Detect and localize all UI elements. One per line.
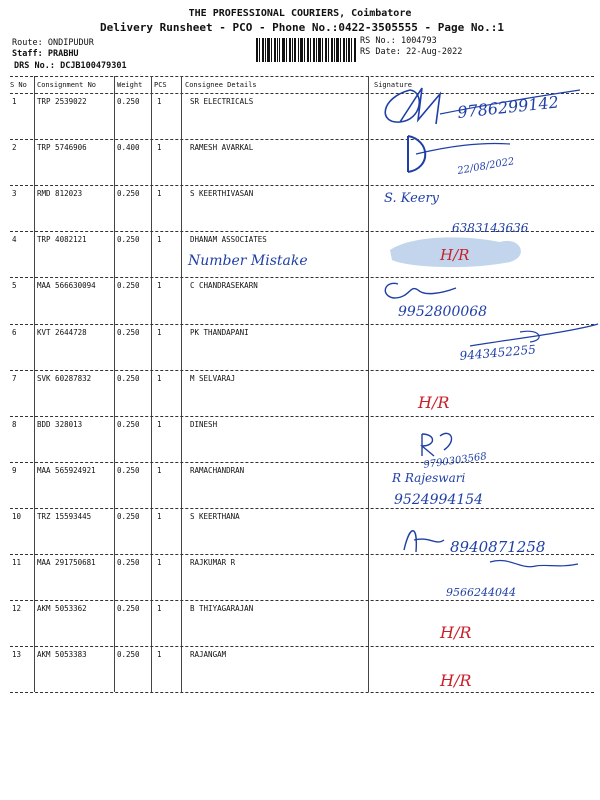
row-sno: 13 [12, 650, 22, 660]
row-consignee: DINESH [190, 419, 218, 429]
runsheet-subtitle: Delivery Runsheet - PCO - Phone No.:0422-3505555 - Page No.:1 [100, 21, 504, 34]
row-consignee: PK THANDAPANI [190, 327, 249, 337]
row-pcs: 1 [157, 465, 162, 475]
company-title: THE PROFESSIONAL COURIERS, Coimbatore [188, 8, 412, 19]
staff-value: PRABHU [47, 49, 79, 59]
row-weight: 0.250 [117, 604, 140, 614]
col-header-pcs: PCS [154, 81, 167, 89]
row-pcs: 1 [157, 97, 162, 106]
row-weight: 0.250 [117, 281, 140, 291]
row-pcs: 1 [157, 650, 162, 660]
row-consignee: RAJKUMAR R [190, 558, 236, 567]
route-line [12, 38, 94, 48]
row-sno: 2 [12, 143, 17, 153]
row-consignee: B THIYAGARAJAN [190, 604, 254, 614]
row-sno: 5 [12, 281, 17, 291]
signature-row-11 [446, 560, 578, 599]
row-consignment-no: MAA 565924921 [37, 465, 96, 475]
row-pcs: 1 [157, 558, 162, 567]
row-consignee: RAJANGAM [190, 650, 227, 660]
row7-hr-mark: H/R [418, 393, 450, 412]
row-consignment-no: KVT 2644728 [37, 327, 87, 337]
row-consignee: C CHANDRASEKARN [190, 281, 258, 291]
row-consignment-no: AKM 5053383 [37, 650, 87, 660]
row-consignment-no: SVK 60287832 [37, 373, 92, 383]
row-sno: 3 [12, 189, 17, 199]
row-pcs: 1 [157, 419, 162, 429]
row-weight: 0.400 [117, 143, 140, 153]
signature-row-1 [385, 88, 580, 124]
rs-no-value: 1004793 [400, 36, 437, 46]
row-weight: 0.250 [117, 373, 140, 383]
col-header-consignment: Consignment No [37, 81, 97, 89]
row9-handwritten-name: R Rajeswari [392, 471, 466, 485]
signature-row-3 [384, 191, 529, 235]
signature-row-4 [390, 237, 521, 267]
signature-column [370, 84, 600, 694]
row-consignment-no: BDD 328013 [37, 419, 83, 429]
row11-handwritten-phone: 9566244044 [446, 586, 516, 599]
rs-date-label: RS Date: [360, 47, 401, 57]
row-pcs: 1 [157, 189, 162, 199]
route-label: Route: [12, 38, 43, 48]
signature-row-9 [391, 471, 483, 508]
row-consignee: S KEERTHIVASAN [190, 189, 254, 199]
signature-row-8 [422, 433, 487, 471]
signature-row-6 [459, 324, 598, 363]
col-header-weight: Weight [117, 81, 143, 89]
drs-line [14, 61, 127, 71]
drs-label: DRS No.: [14, 61, 55, 71]
row-sno: 11 [12, 558, 22, 567]
staff-label: Staff: [12, 49, 43, 59]
row-weight: 0.250 [117, 327, 140, 337]
row12-hr-mark: H/R [440, 623, 472, 642]
row-consignee: RAMACHANDRAN [190, 465, 245, 475]
row-consignment-no: AKM 5053362 [37, 604, 87, 614]
row-sno: 6 [12, 327, 17, 337]
row-consignment-no: TRZ 15593445 [37, 511, 92, 521]
col-header-consignee: Consignee Details [185, 81, 257, 89]
rs-no-line [360, 36, 437, 46]
row-consignee: SR ELECTRICALS [190, 97, 254, 106]
row-weight: 0.250 [117, 558, 140, 567]
row-pcs: 1 [157, 143, 162, 153]
row3-handwritten-phone: 6383143636 [452, 221, 529, 235]
row-consignment-no: MAA 291750681 [37, 558, 96, 567]
row-consignment-no: TRP 5746906 [37, 143, 87, 153]
row8-handwritten-phone: 9790303568 [422, 451, 488, 471]
row-pcs: 1 [157, 281, 162, 291]
rs-no-label: RS No.: [360, 36, 396, 46]
row-consignment-no: RMD 812023 [37, 189, 83, 199]
row-sno: 10 [12, 511, 22, 521]
row-pcs: 1 [157, 604, 162, 614]
row-consignee: S KEERTHANA [190, 511, 240, 521]
row2-handwritten-date: 22/08/2022 [456, 156, 516, 177]
row-consignment-no: TRP 4082121 [37, 235, 87, 245]
row5-handwritten-phone: 9952800068 [398, 304, 488, 320]
row-sno: 9 [12, 465, 17, 475]
row-consignment-no: MAA 566630094 [37, 281, 96, 291]
row-pcs: 1 [157, 327, 162, 337]
row-weight: 0.250 [117, 511, 140, 521]
row9-handwritten-phone: 9524994154 [394, 492, 484, 508]
staff-line [12, 49, 79, 59]
row3-handwritten-name: S. Keery [384, 191, 440, 206]
row10-handwritten-phone: 8940871258 [450, 538, 546, 556]
col-header-sno: S No [10, 81, 27, 89]
row-weight: 0.250 [117, 650, 140, 660]
row-sno: 8 [12, 419, 17, 429]
row13-hr-mark: H/R [440, 671, 472, 690]
row-weight: 0.250 [117, 235, 140, 245]
row-weight: 0.250 [117, 189, 140, 199]
row-consignment-no: TRP 2539022 [37, 97, 87, 106]
row-weight: 0.250 [117, 97, 140, 106]
signature-row-10 [404, 531, 545, 556]
signature-row-2 [408, 136, 515, 177]
barcode-image [256, 38, 356, 62]
route-value: ONDIPUDUR [47, 38, 94, 48]
row-weight: 0.250 [117, 419, 140, 429]
row-consignee: RAMESH AVARKAL [190, 143, 254, 153]
row4-handwritten-note: Number Mistake [188, 253, 308, 269]
drs-value: DCJB100479301 [60, 61, 127, 71]
table-top-rule [10, 76, 594, 77]
row4-hr-mark: H/R [440, 246, 470, 264]
row-consignee: M SELVARAJ [190, 373, 236, 383]
col-header-signature: Signature [374, 81, 412, 89]
signature-row-5 [385, 283, 487, 320]
row6-handwritten-phone: 9443452255 [459, 342, 537, 363]
row-sno: 12 [12, 604, 22, 614]
row-pcs: 1 [157, 511, 162, 521]
row-weight: 0.250 [117, 465, 140, 475]
row-consignee: DHANAM ASSOCIATES [190, 235, 267, 245]
row-sno: 1 [12, 97, 17, 106]
rs-date-line [360, 47, 462, 57]
row-pcs: 1 [157, 235, 162, 245]
row-pcs: 1 [157, 373, 162, 383]
rs-date-value: 22-Aug-2022 [406, 47, 463, 57]
row-sno: 4 [12, 235, 17, 245]
row1-handwritten-phone: 9786299142 [456, 92, 560, 122]
row-sno: 7 [12, 373, 17, 383]
